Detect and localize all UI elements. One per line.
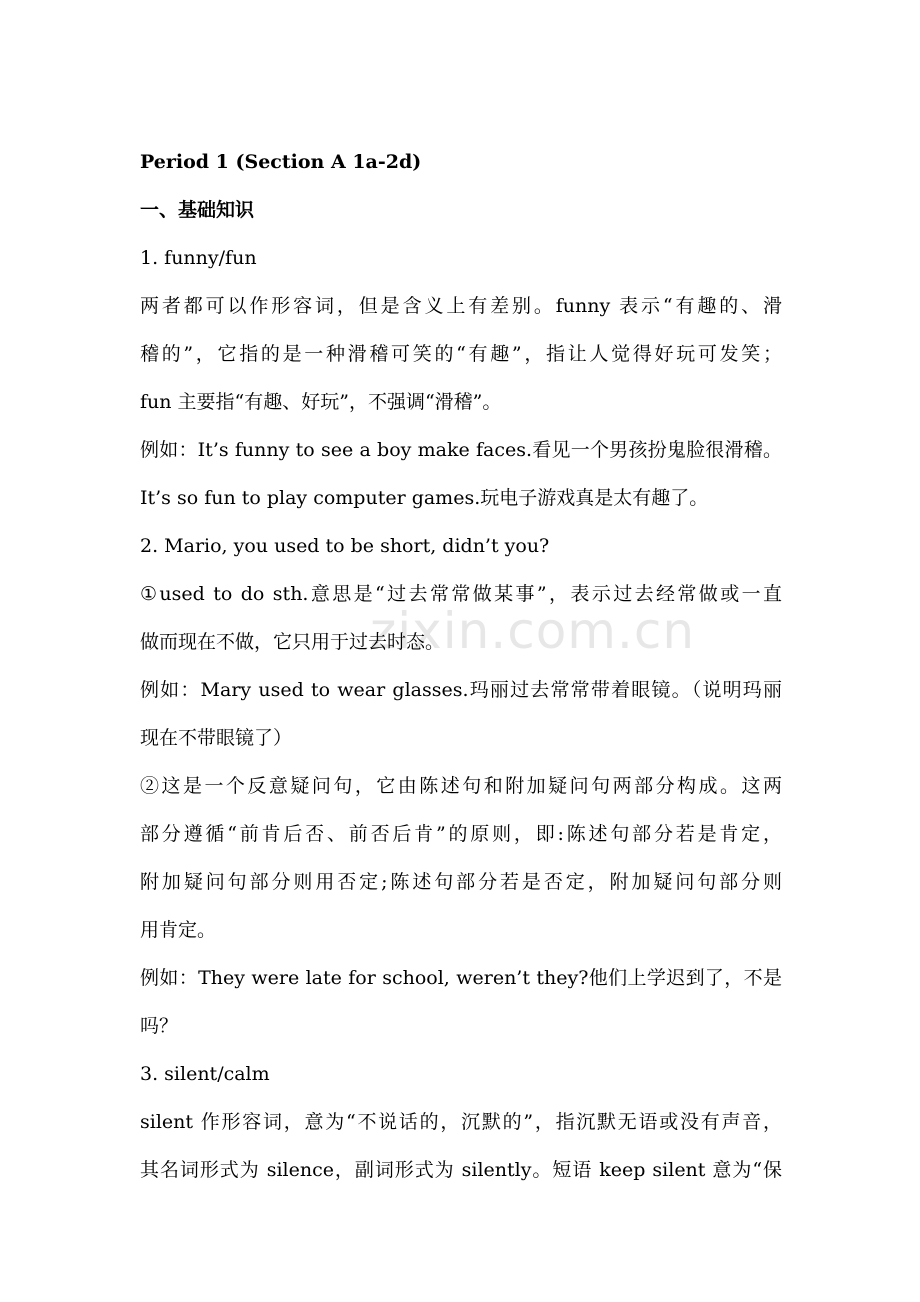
watermark: zixin.com.cn [370,602,696,660]
paragraph-line: 用肯定。 [140,919,217,941]
example-line: 吗？ [140,1015,179,1037]
paragraph-line: 其名词形式为 silence，副词形式为 silently。短语 keep silent 意为“保 [140,1159,782,1181]
paragraph-line: 做而现在不做，它只用于过去时态。 [140,631,445,653]
example-line: It’s so fun to play computer games.玩电子游戏真是太有趣了。 [140,487,709,509]
item-heading: 2. Mario, you used to be short, didn’t you? [140,535,550,557]
paragraph-line: 附加疑问句部分则用否定;陈述句部分若是否定，附加疑问句部分则 [140,871,782,893]
item-heading: 3. silent/calm [140,1063,270,1085]
paragraph-line: 两者都可以作形容词，但是含义上有差别。funny 表示“有趣的、滑 [140,295,782,317]
paragraph-line: 稽的”，它指的是一种滑稽可笑的“有趣”，指让人觉得好玩可发笑； [140,343,782,365]
paragraph-line: ②这是一个反意疑问句，它由陈述句和附加疑问句两部分构成。这两 [140,775,782,797]
paragraph-line: silent 作形容词，意为“不说话的，沉默的”，指沉默无语或没有声音， [140,1111,782,1133]
example-line: 例如：They were late for school, weren’t they?他们上学迟到了，不是 [140,967,782,989]
example-line: 例如：Mary used to wear glasses.玛丽过去常常带着眼镜。（说明玛丽 [140,679,782,701]
document-title: Period 1 (Section A 1a-2d) [140,151,422,173]
example-line: 现在不带眼镜了） [140,727,293,749]
document-body [140,138,782,1194]
paragraph-line: 部分遵循“前肯后否、前否后肯”的原则，即:陈述句部分若是肯定， [140,823,782,845]
paragraph-line: ①used to do sth.意思是“过去常常做某事”，表示过去经常做或一直 [140,583,782,605]
example-line: 例如：It’s funny to see a boy make faces.看见一个男孩扮鬼脸很滑稽。 [140,439,782,461]
paragraph-line: fun 主要指“有趣、好玩”，不强调“滑稽”。 [140,391,502,413]
item-heading: 1. funny/fun [140,247,257,269]
section-heading: 一、基础知识 [140,199,255,221]
